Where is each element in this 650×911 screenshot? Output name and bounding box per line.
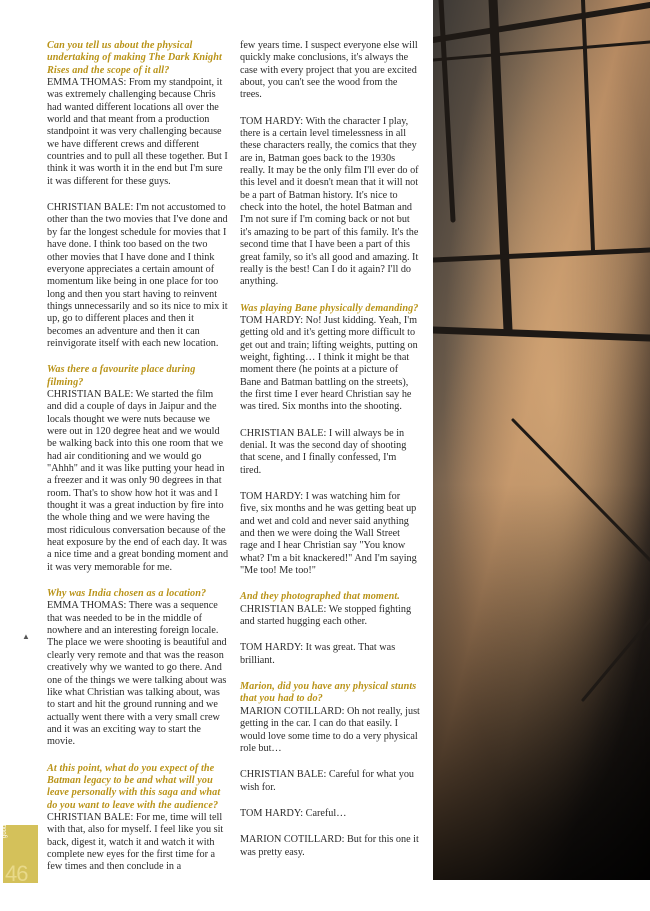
interview-answer: TOM HARDY: I was watching him for five, six months and he was getting beat up and wet and cold and never said anything and then we were doing the Wall Street rage and I hear Christian say "You know what? I'm a bit knackered!" And I'm saying "Me too! Me too!": [240, 491, 417, 577]
interview-answer: CHRISTIAN BALE: I will always be in denial. It was the second day of shooting that scene, and I finally confessed, I'm tired.: [240, 427, 407, 476]
interview-answer: TOM HARDY: No! Just kidding. Yeah, I'm getting old and it's getting more difficult to get out and train; lifting weights, putting on weight, fighting… I think it might be that moment there (he points at a picture of Bane and Batman battling on the streets), the first time I ever heard Christian say he was tired. Six months into the shooting.: [240, 314, 418, 413]
left-column-block: [47, 202, 229, 350]
right-column-block: [240, 491, 420, 577]
right-column-block: [240, 769, 420, 794]
photo-image: [433, 0, 650, 880]
interview-question: Why was India chosen as a location?: [47, 588, 207, 600]
interview-answer: MARION COTILLARD: But for this one it was pretty easy.: [240, 834, 419, 858]
right-column-block: [240, 303, 420, 414]
right-column-block: [240, 591, 420, 628]
right-column-block: [240, 116, 420, 289]
interview-question: Was playing Bane physically demanding?: [240, 302, 419, 314]
film-still-photo: [433, 0, 650, 880]
interview-answer: CHRISTIAN BALE: For me, time will tell with that, also for myself. I feel like you sit back, digest it, watch it and watch it with complete new eyes for the first time for a few times and then conclude in a: [47, 811, 224, 873]
interview-question: At this point, what do you expect of the Batman legacy to be and what will you leave personally with this saga and what do you want to leave with the audience?: [47, 762, 221, 811]
interview-question: And they photographed that moment.: [240, 591, 400, 603]
interview-question: Can you tell us about the physical undertaking of making The Dark Knight Rises and the scope of it all?: [47, 40, 222, 76]
interview-answer: EMMA THOMAS: From my standpoint, it was extremely challenging because Chris had wanted different locations all over the world and that meant from a production standpoint it was very challenging because we have different crews and different countries and to pull all these together. But I think it was worth it in the end but I'm sure it was different for these guys.: [47, 77, 228, 187]
left-column-block: [47, 588, 229, 748]
right-column-block: [240, 428, 420, 477]
right-column-block: [240, 40, 420, 102]
interview-question: Was there a favourite place during filming?: [47, 364, 196, 388]
section-tab-label: goodlife: [2, 816, 8, 838]
interview-answer: CHRISTIAN BALE: Careful for what you wish for.: [240, 769, 415, 793]
interview-answer: MARION COTILLARD: Oh not really, just getting in the car. I can do that easily. I would love some time to do a very physical role but…: [240, 705, 420, 754]
interview-answer: CHRISTIAN BALE: I'm not accustomed to other than the two movies that I've done and by far the longest schedule for movies that I have done. I think too based on the two other movies that I have done and I think everyone appreciates a certain amount of momentum like being in one place for too long and then you start having to reinvent things unnecessarily and so its nice to mix it up, go to different places and then it becomes an adventure and then it can reinvigorate itself with each new location.: [47, 202, 228, 349]
right-column-block: [240, 834, 420, 859]
interview-answer: EMMA THOMAS: There was a sequence that was needed to be in the middle of nowhere and an interesting foreign locale. The place we were shooting is beautiful and clearly very remote and that was the reason creatively why we wanted to go there. And one of the things we were talking about was like what Christian was talking about, was to start and hit the ground running and we actually went there with a very small crew and it was an exciting way to start the movie.: [47, 600, 227, 748]
interview-answer: CHRISTIAN BALE: We stopped fighting and started hugging each other.: [240, 603, 412, 628]
page-number: 46: [5, 861, 28, 886]
left-column-block: [47, 364, 229, 574]
interview-answer: TOM HARDY: With the character I play, there is a certain level timelessness in all these characters really, the comics that they are in, Batman goes back to the 1930s really. It may be the only film I'll ever do of this level and it doesn't mean that it will not be a part of Batman history. It's nice to check into the hotel, the hotel Batman and I'm not sure if I'm coming back or not but it's amazing to be part of this family. It's the second time that I have been a part of this great family, so it's all good and amazing. It really is the best! Can I do it again? I'll do anything.: [240, 115, 419, 288]
right-column-block: [240, 808, 420, 820]
right-column-block: [240, 681, 420, 755]
interview-answer: TOM HARDY: Careful…: [240, 807, 347, 819]
right-column: [240, 40, 420, 873]
left-column-block: [47, 40, 229, 188]
left-column: [47, 40, 229, 888]
left-column-block: [47, 763, 229, 874]
right-column-block: [240, 642, 420, 667]
margin-bullet: ▲: [22, 632, 30, 641]
interview-answer: TOM HARDY: It was great. That was brilliant.: [240, 642, 396, 666]
interview-answer: CHRISTIAN BALE: We started the film and did a couple of days in Jaipur and the locals thought we were nuts because we were out in 120 degree heat and we would be walking back into this one room that we had air conditioning and we would go "Ahhh" and it was like putting your head in a freezer and it was only 90 degrees in that room. That's to show how hot it was and I thought it was a great induction by fire into the whole thing and we were having the most ridiculous conversation because of the heat exposure by the end of each day. It was a nice time and a great bonding moment and it was very memorable for me.: [47, 388, 229, 573]
interview-question: Marion, did you have any physical stunts that you had to do?: [240, 681, 417, 705]
interview-answer: few years time. I suspect everyone else will quickly make conclusions, it's always the case with every project that you are excited about, you can't see the wood from the trees.: [240, 40, 418, 101]
